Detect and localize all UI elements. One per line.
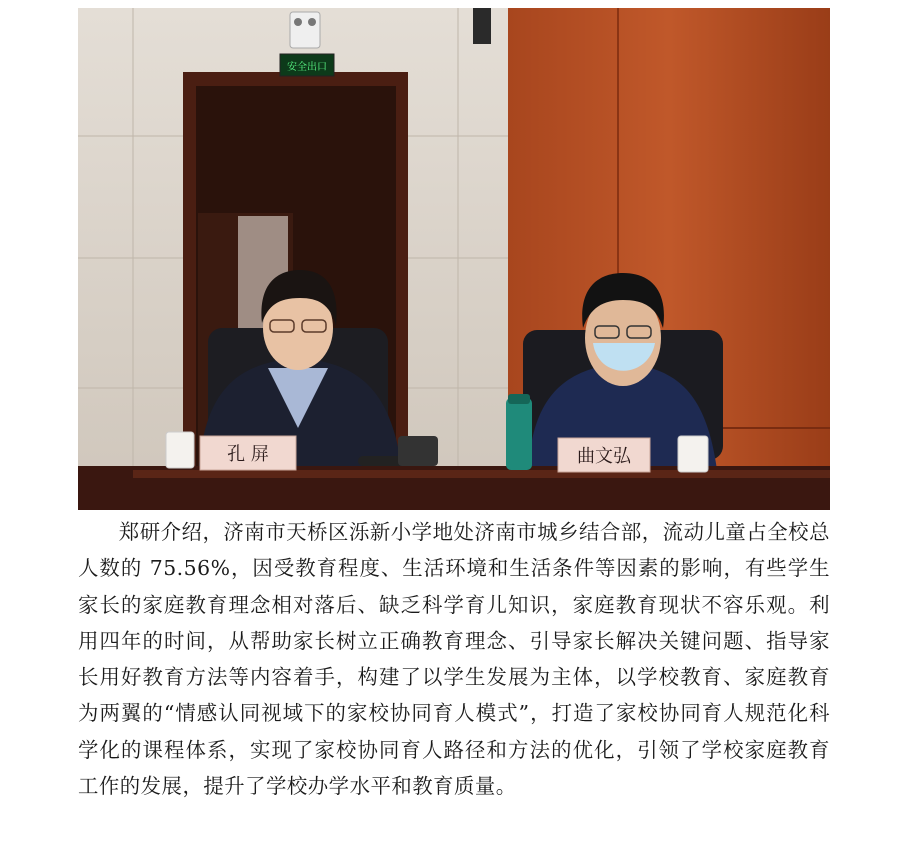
nameplate-right-text: 曲文弘 [577,446,631,467]
nameplate-left-text: 孔 屏 [227,444,269,465]
nameplate-right [558,438,650,472]
exit-sign [280,54,334,76]
nameplate-left [200,436,296,470]
exit-sign-text: 安全出口 [287,62,327,73]
article-paragraph: 郑研介绍，济南市天桥区泺新小学地处济南市城乡结合部，流动儿童占全校总人数的 75.56%，因受教育程度、生活环境和生活条件等因素的影响，有些学生家长的家庭教育理念相对落后、缺乏科学育儿知识，家庭教育现状不容乐观。利用四年的时间，从帮助家长树立正确教育理念、引导家长解决关键问题、指导家长用好教育方法等内容着手，构建了以学生发展为主体，以学校教育、家庭教育为两翼的“情感认同视域下的家校协同育人模式”，打造了家校协同育人规范化科学化的课程体系，实现了家校协同育人路径和方法的优化，引领了学校家庭教育工作的发展，提升了学校办学水平和教育质量。 [78,520,830,799]
meeting-photo [78,8,830,510]
